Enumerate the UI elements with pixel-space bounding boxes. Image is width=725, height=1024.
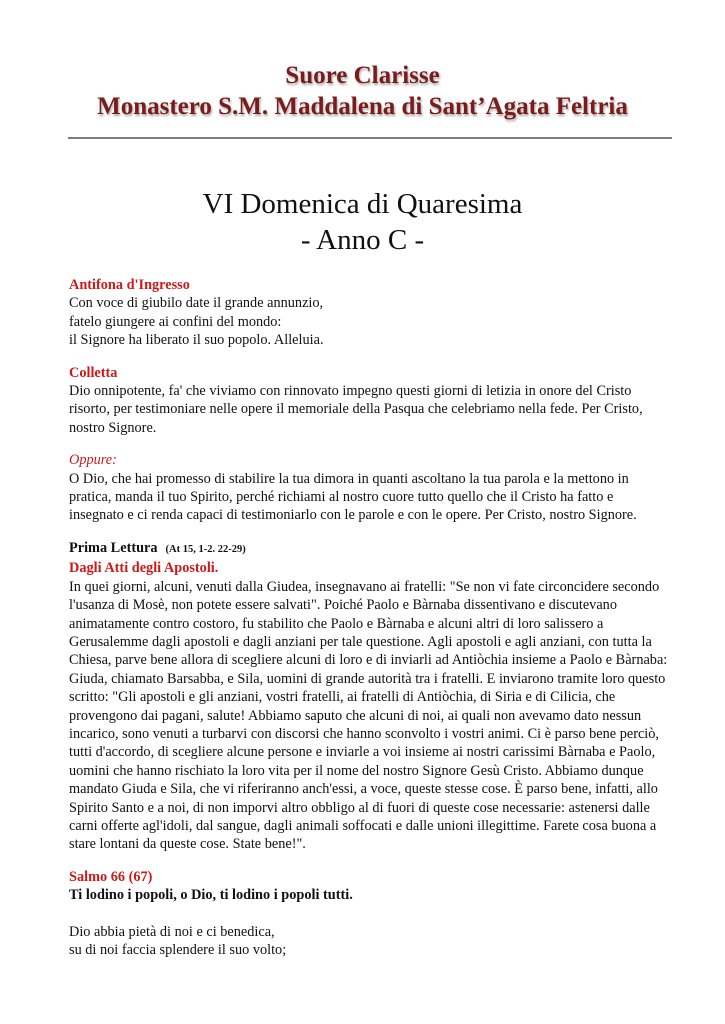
colletta-section [69, 364, 669, 438]
salmo-line-1: Dio abbia pietà di noi e ci benedica, [69, 923, 275, 940]
prima-lettura-label: Prima Lettura [69, 539, 158, 556]
oppure-label: Oppure: [69, 452, 117, 469]
salmo-refrain: Ti lodino i popoli, o Dio, ti lodino i popoli tutti. [69, 887, 353, 904]
header-line-2: Monastero S.M. Maddalena di Sant’Agata Feltria [97, 93, 628, 120]
prima-lettura-text: In quei giorni, alcuni, venuti dalla Giudea, insegnavano ai fratelli: "Se non vi fate circoncidere secondo l'usanza di Mosè, non potete essere salvati". Poiché Paolo e Bàrnaba dissentivano e discutevano animatamente contro costoro, fu stabilito che Paolo e Bàrnaba e alcuni altri di loro salissero a Gerusalemme dagli apostoli e dagli anziani per tale questione. Agli apostoli e agli anziani, con tutta la Chiesa, parve bene allora di scegliere alcuni di loro e di inviarli ad Antiòchia insieme a Paolo e Bàrnaba: Giuda, chiamato Barsabba, e Sila, uomini di grande autorità tra i fratelli. E inviarono tramite loro questo scritto: "Gli apostoli e gli anziani, vostri fratelli, ai fratelli di Antiòchia, di Siria e di Cilicia, che provengono dai pagani, salute! Abbiamo saputo che alcuni di noi, ai quali non avevamo dato nessun incarico, sono venuti a turbarvi con discorsi che hanno sconvolto i vostri animi. Ci è parso bene perciò, tutti d'accordo, di scegliere alcune persone e inviarle a voi insieme ai nostri carissimi Bàrnaba e Paolo, uomini che hanno rischiato la loro vita per il nome del nostro Signore Gesù Cristo. Abbiamo dunque mandato Giuda e Sila, che vi riferiranno anch'essi, a voce, queste stesse cose. È parso bene, infatti, allo Spirito Santo e a noi, di non imporvi altro obbligo al di fuori di queste cose necessarie: astenersi dalle carni offerte agl'idoli, dal sangue, dagli animali soffocati e dalle unioni illegittime. Farete cosa buona a stare lontani da queste cose. State bene!". [69, 578, 668, 853]
header-divider [68, 137, 672, 139]
oppure-text: O Dio, che hai promesso di stabilire la tua dimora in quanti ascoltano la tua parola e la mettono in pratica, manda il tuo Spirito, perché richiami al nostro cuore tutto quello che il Cristo ha fatto e insegnato e ci renda capaci di testimoniarlo con le parole e con le opere. Per Cristo, nostro Signore. [69, 470, 637, 524]
title-line-1: VI Domenica di Quaresima [202, 188, 523, 220]
title-line-2: - Anno C - [300, 224, 425, 256]
antifona-line-3: il Signore ha liberato il suo popolo. Alleluia. [69, 332, 324, 349]
antifona-section [69, 276, 669, 350]
oppure-section [69, 451, 669, 525]
colletta-label: Colletta [69, 364, 118, 381]
prima-lettura-ref: (At 15, 1-2. 22-29) [165, 543, 246, 555]
prima-lettura-section [69, 539, 669, 854]
antifona-label: Antifona d'Ingresso [69, 277, 190, 293]
prima-lettura-source: Dagli Atti degli Apostoli. [69, 560, 219, 577]
monastery-header [0, 60, 725, 122]
salmo-spacer [69, 905, 669, 923]
salmo-label: Salmo 66 (67) [69, 868, 153, 885]
colletta-text: Dio onnipotente, fa' che viviamo con rinnovato impegno questi giorni di letizia in onore del Cristo risorto, per testimoniare nelle opere il memoriale della Pasqua che celebriamo nella fede. Per Cristo, nostro Signore. [69, 383, 643, 436]
page-title [0, 186, 725, 258]
antifona-line-1: Con voce di giubilo date il grande annunzio, [69, 295, 324, 312]
liturgy-body [69, 276, 669, 973]
salmo-line-2: su di noi faccia splendere il suo volto; [69, 942, 287, 958]
antifona-line-2: fatelo giungere ai confini del mondo: [69, 313, 282, 330]
header-line-1: Suore Clarisse [285, 62, 440, 89]
salmo-section [69, 868, 669, 960]
